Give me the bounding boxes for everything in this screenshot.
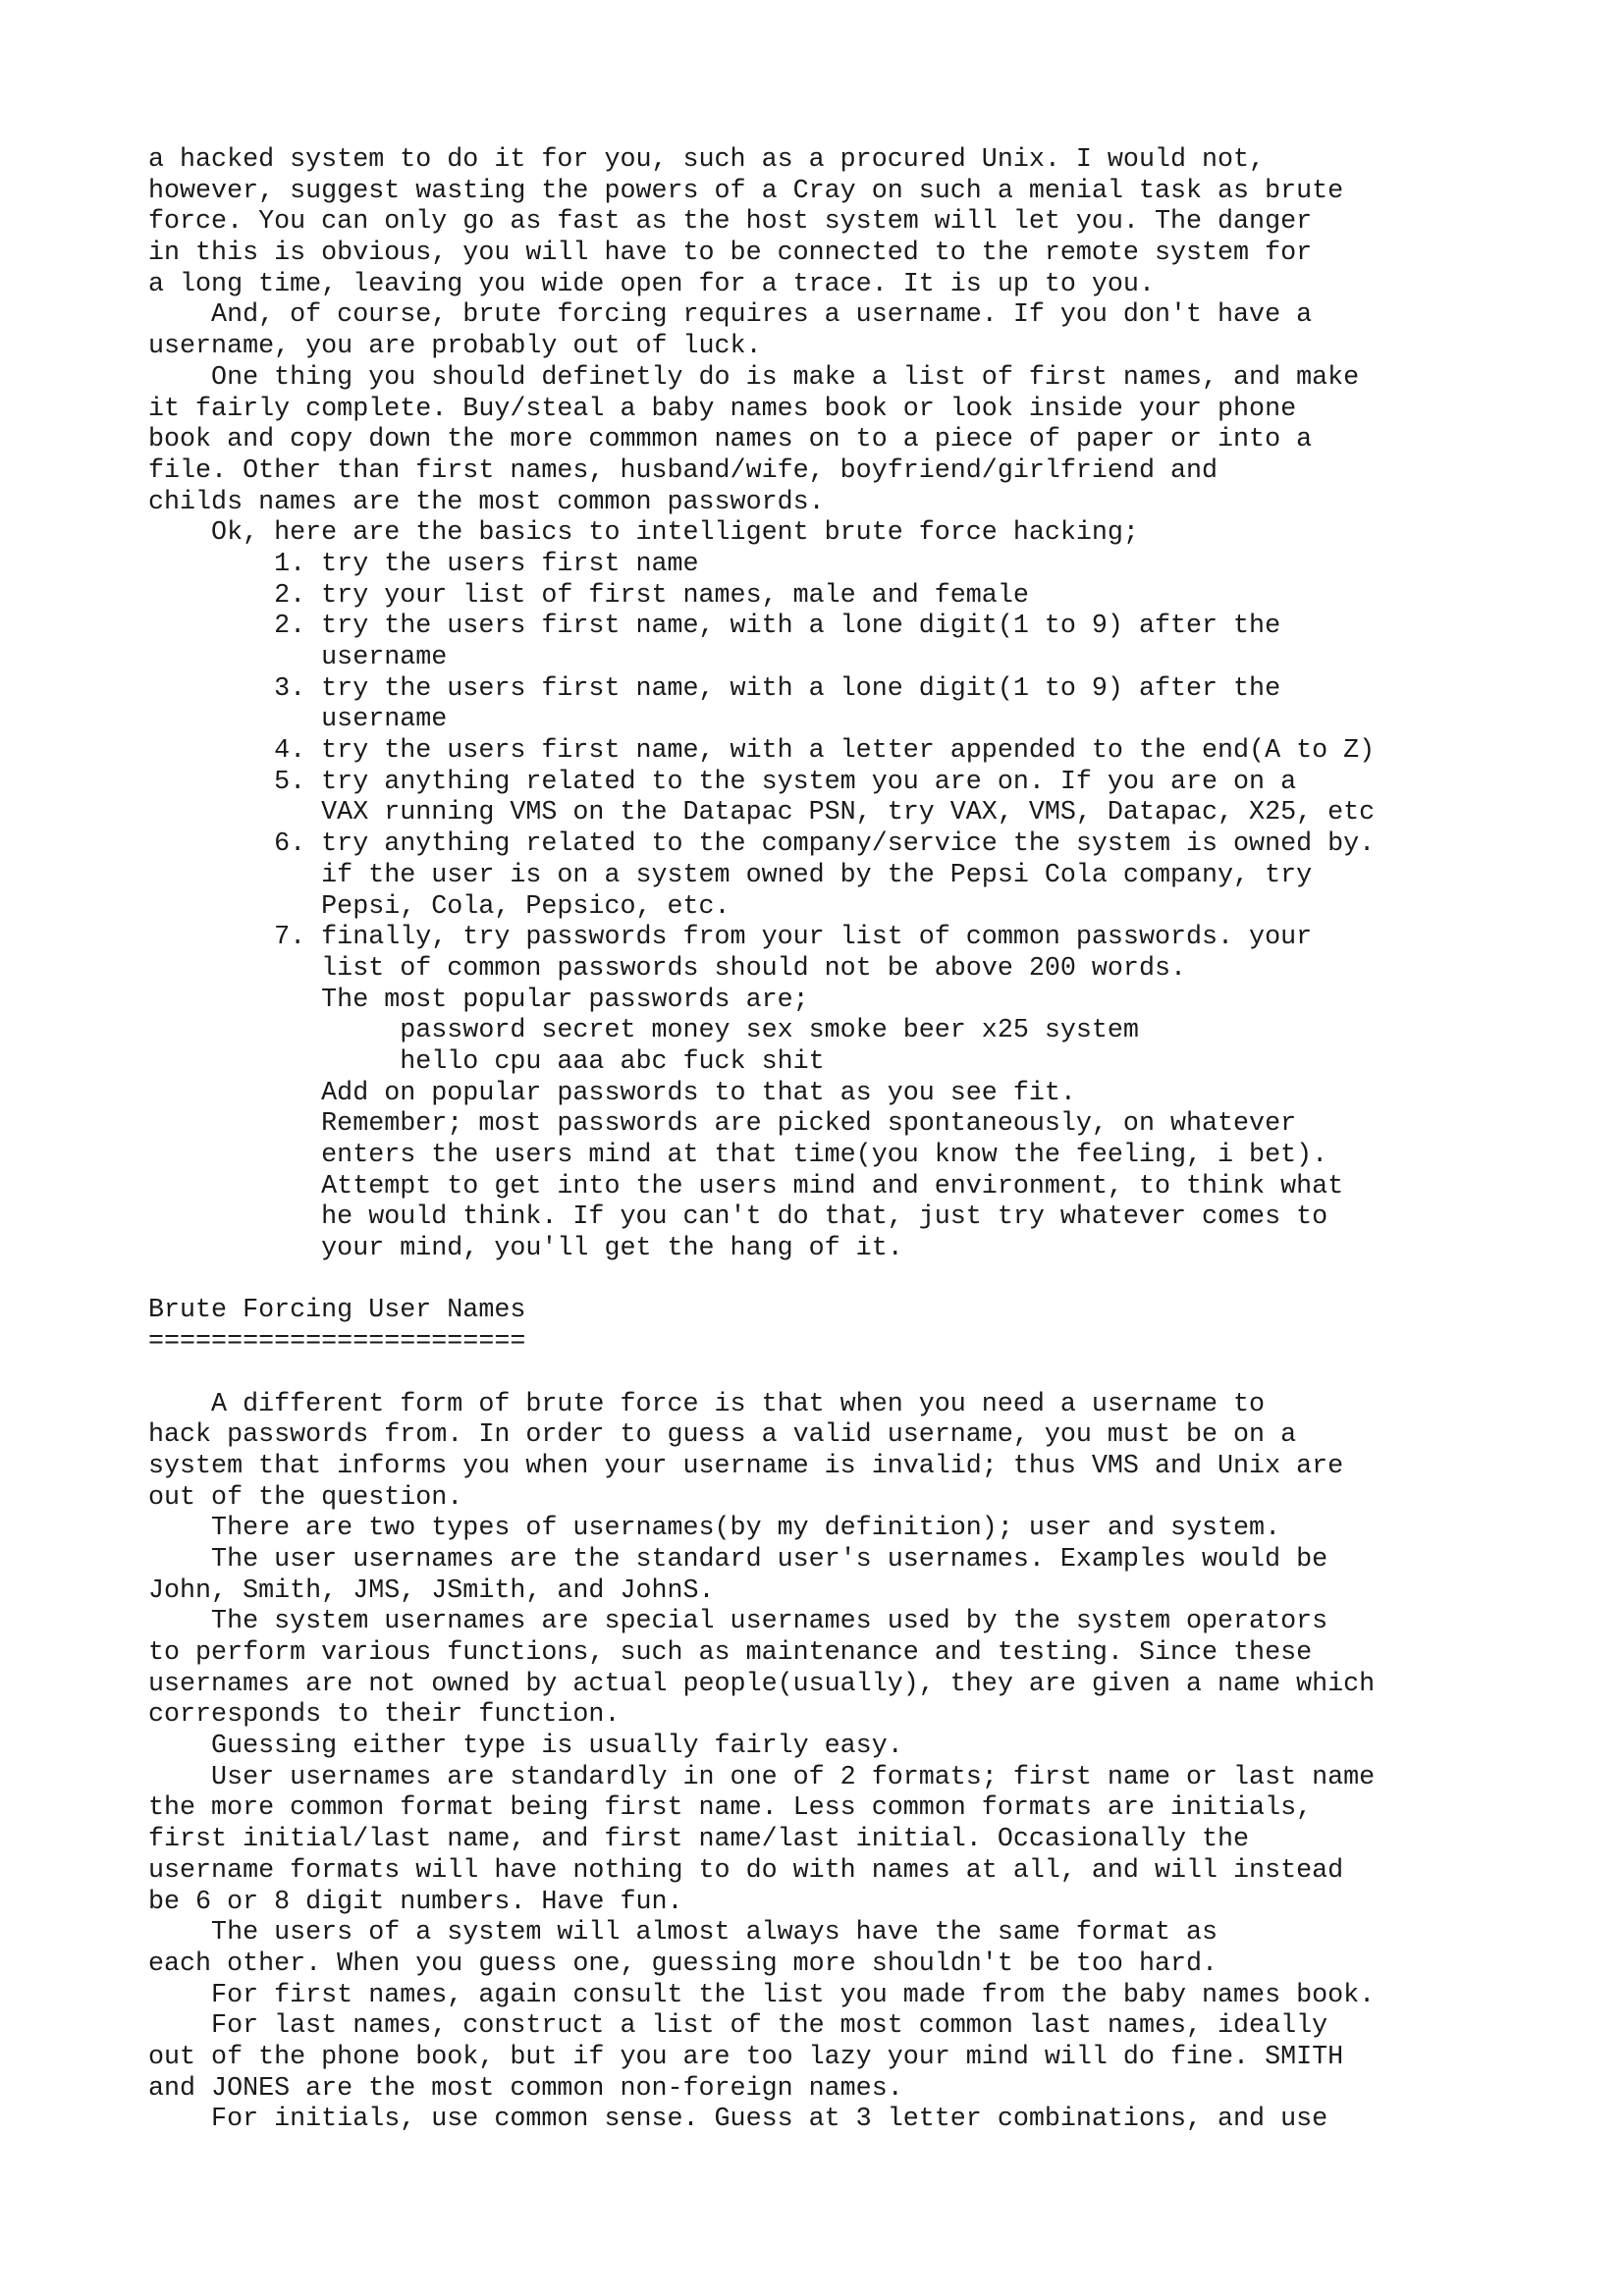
text-line: out of the question. — [148, 1482, 463, 1513]
text-line: ======================== — [148, 1327, 526, 1358]
text-line: Remember; most passwords are picked spontaneously, on whatever — [148, 1109, 1297, 1140]
text-line: The system usernames are special usernames used by the system operators — [148, 1607, 1328, 1637]
text-line: And, of course, brute forcing requires a username. If you don't have a — [148, 300, 1313, 331]
text-line: 2. try your list of first names, male and female — [148, 580, 1029, 611]
text-line: A different form of brute force is that when you need a username to — [148, 1389, 1266, 1419]
text-line: 7. finally, try passwords from your list of common passwords. your — [148, 923, 1313, 953]
text-line: Add on popular passwords to that as you see fit. — [148, 1078, 1076, 1108]
text-line — [148, 1359, 1572, 1390]
text-line: enters the users mind at that time(you know the feeling, i bet). — [148, 1141, 1328, 1170]
text-line: he would think. If you can't do that, just try whatever comes to — [148, 1202, 1328, 1233]
text-line: force. You can only go as fast as the host system will let you. The danger — [148, 207, 1313, 238]
document-text — [148, 145, 1572, 2136]
text-line: password secret money sex smoke beer x25 system — [148, 1016, 1139, 1046]
text-line: be 6 or 8 digit numbers. Have fun. — [148, 1887, 683, 1917]
text-line: hello cpu aaa abc fuck shit — [148, 1046, 825, 1077]
text-line: the more common format being first name. Less common formats are initials, — [148, 1793, 1313, 1824]
text-line: username formats will have nothing to do with names at all, and will instead — [148, 1855, 1344, 1886]
text-line: username — [148, 705, 448, 735]
text-line: VAX running VMS on the Datapac PSN, try VAX, VMS, Datapac, X25, etc — [148, 798, 1376, 828]
text-line: 5. try anything related to the system you are on. If you are on a — [148, 767, 1297, 797]
text-line: in this is obvious, you will have to be connected to the remote system for — [148, 239, 1313, 269]
text-line: each other. When you guess one, guessing more shouldn't be too hard. — [148, 1949, 1218, 1979]
text-line: For first names, again consult the list you made from the baby names book. — [148, 1980, 1376, 2010]
text-line: The user usernames are the standard user's usernames. Examples would be — [148, 1544, 1328, 1575]
text-line: 6. try anything related to the company/service the system is owned by. — [148, 829, 1376, 860]
text-line: system that informs you when your username is invalid; thus VMS and Unix are — [148, 1451, 1344, 1481]
text-line: hack passwords from. In order to guess a valid username, you must be on a — [148, 1420, 1297, 1451]
text-line: One thing you should definetly do is make a list of first names, and make — [148, 362, 1360, 393]
text-line: There are two types of usernames(by my definition); user and system. — [148, 1514, 1281, 1544]
text-line: 2. try the users first name, with a lone digit(1 to 9) after the — [148, 612, 1281, 642]
text-line: childs names are the most common passwords. — [148, 487, 825, 517]
text-line: Pepsi, Cola, Pepsico, etc. — [148, 891, 731, 922]
text-line: list of common passwords should not be above 200 words. — [148, 953, 1186, 984]
text-line: usernames are not owned by actual people(usually), they are given a name which — [148, 1669, 1376, 1699]
text-line: 4. try the users first name, with a letter appended to the end(A to Z) — [148, 736, 1376, 767]
text-line: 3. try the users first name, with a lone digit(1 to 9) after the — [148, 673, 1281, 704]
text-line: Attempt to get into the users mind and environment, to think what — [148, 1171, 1344, 1201]
text-line: however, suggest wasting the powers of a Cray on such a menial task as brute — [148, 176, 1344, 206]
text-line: Guessing either type is usually fairly easy. — [148, 1732, 903, 1762]
text-line: For last names, construct a list of the most common last names, ideally — [148, 2011, 1328, 2042]
text-line: username — [148, 643, 448, 672]
text-line: username, you are probably out of luck. — [148, 332, 762, 362]
text-line: John, Smith, JMS, JSmith, and JohnS. — [148, 1575, 715, 1606]
text-line: it fairly complete. Buy/steal a baby names book or look inside your phone — [148, 394, 1297, 424]
text-line: first initial/last name, and first name/last initial. Occasionally the — [148, 1825, 1250, 1855]
text-line: to perform various functions, such as maintenance and testing. Since these — [148, 1638, 1313, 1668]
text-line: file. Other than first names, husband/wife, boyfriend/girlfriend and — [148, 455, 1218, 486]
text-line: Ok, here are the basics to intelligent brute force hacking; — [148, 518, 1139, 549]
text-line — [148, 1265, 1572, 1297]
text-line: a long time, leaving you wide open for a trace. It is up to you. — [148, 269, 1155, 299]
text-line: For initials, use common sense. Guess at 3 letter combinations, and use — [148, 2105, 1328, 2135]
text-line: User usernames are standardly in one of 2 formats; first name or last name — [148, 1762, 1376, 1792]
text-line: 1. try the users first name — [148, 549, 699, 579]
text-line: corresponds to their function. — [148, 1700, 621, 1731]
text-line: The most popular passwords are; — [148, 985, 809, 1015]
text-line: a hacked system to do it for you, such as a procured Unix. I would not, — [148, 145, 1266, 175]
text-line: Brute Forcing User Names — [148, 1296, 526, 1326]
text-line: if the user is on a system owned by the Pepsi Cola company, try — [148, 860, 1313, 890]
text-line: your mind, you'll get the hang of it. — [148, 1234, 903, 1264]
text-line: The users of a system will almost always have the same format as — [148, 1918, 1218, 1949]
text-line: and JONES are the most common non-foreign names. — [148, 2073, 903, 2104]
text-line: book and copy down the more commmon names on to a piece of paper or into a — [148, 425, 1313, 455]
text-line: out of the phone book, but if you are too lazy your mind will do fine. SMITH — [148, 2042, 1344, 2072]
